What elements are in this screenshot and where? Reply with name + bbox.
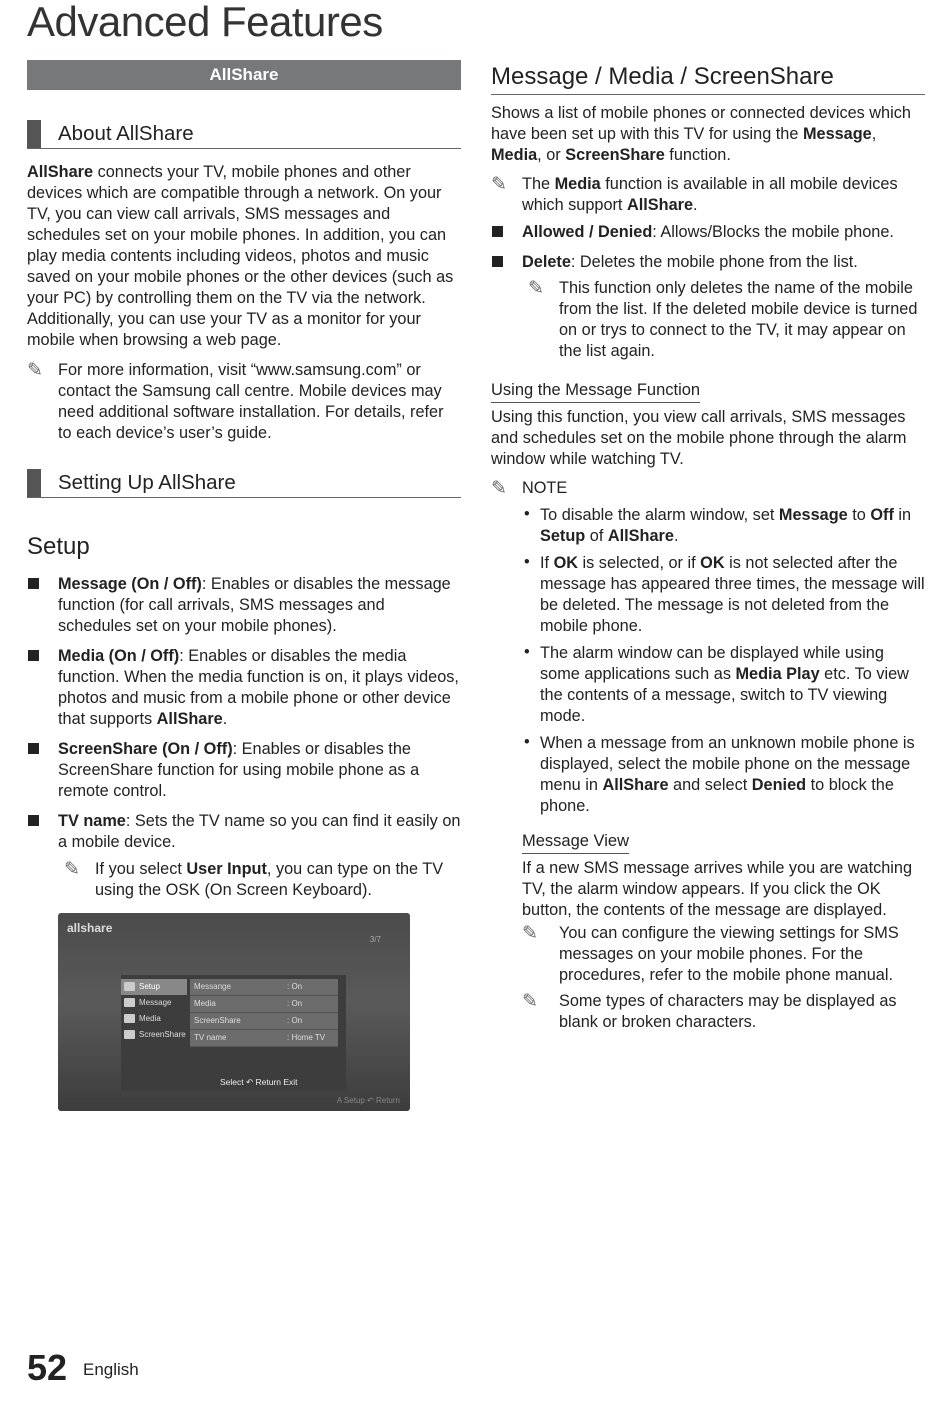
menu-label: Setup xyxy=(139,982,160,991)
option-label: Messange xyxy=(194,982,231,991)
option-label: Media xyxy=(194,999,216,1008)
view-note-1 xyxy=(522,923,925,986)
intro-text: Shows a list of mobile phones or connected devices which have been set up with this TV for using the xyxy=(491,104,911,143)
heading-marker xyxy=(27,120,41,148)
allshare-tv-screenshot xyxy=(58,913,410,1111)
note-text: You can configure the viewing settings for SMS messages on your mobile phones. For the procedures, refer to the mobile phone manual. xyxy=(559,924,899,984)
note-label: NOTE xyxy=(522,479,568,497)
item-bold: TV name xyxy=(58,812,126,830)
list-item-allowed xyxy=(491,222,925,243)
message-view-paragraph: If a new SMS message arrives while you are watching TV, the alarm window appears. If you click the OK button, the contents of the message are displayed. xyxy=(522,859,913,919)
message-media-screenshare-heading: Message / Media / ScreenShare xyxy=(491,62,925,95)
menu-item-screenshare[interactable] xyxy=(121,1027,187,1043)
option-row[interactable] xyxy=(190,1030,338,1047)
note-pencil-icon: ✎ xyxy=(491,174,507,195)
intro-paragraph xyxy=(491,103,925,166)
item-bold: Delete xyxy=(522,253,571,271)
intro-bold: Message xyxy=(802,125,872,143)
note-pencil-icon: ✎ xyxy=(491,478,507,499)
about-bold: AllShare xyxy=(27,163,94,181)
option-row[interactable] xyxy=(190,979,338,996)
note-text: This function only deletes the name of the mobile from the list. If the deleted mobile device is turned on or trys to connect to the TV, it may appear on the list again. xyxy=(559,279,918,360)
item-bold: Message (On / Off) xyxy=(58,575,202,593)
tv-footer: A Setup ↶ Return xyxy=(336,1096,400,1105)
about-paragraph xyxy=(27,162,461,351)
setting-up-heading xyxy=(27,469,461,498)
item-text: : Sets the TV name so you can find it easily on a mobile device. xyxy=(58,812,461,851)
allshare-bar: AllShare xyxy=(27,60,461,90)
option-label: TV name xyxy=(194,1033,227,1042)
note-bullet: • The alarm window can be displayed while using some applications such as Media Play etc. To view the contents of a message, switch to TV viewing mode. xyxy=(524,643,909,725)
menu-item-setup[interactable] xyxy=(121,979,187,995)
option-label: ScreenShare xyxy=(194,1016,241,1025)
note-pencil-icon: ✎ xyxy=(528,278,544,299)
note-text: If you select xyxy=(95,860,187,878)
item-text: : Enables or disables the ScreenShare function for using mobile phone as a remote control. xyxy=(58,740,420,800)
tv-options-list xyxy=(190,979,338,1047)
item-text: : Enables or disables the media function. When the media function is on, it plays videos, photos and music from a mobile phone or other device that supports xyxy=(58,647,459,728)
bullet-square xyxy=(28,578,39,589)
allshare-logo: allshare xyxy=(67,921,113,935)
page-indicator: 3/7 xyxy=(369,935,381,944)
about-allshare-heading xyxy=(27,120,461,149)
intro-bold: ScreenShare xyxy=(565,146,665,164)
bullet-square xyxy=(492,256,503,267)
option-value: : On xyxy=(287,999,303,1008)
note-bold: User Input xyxy=(186,860,267,878)
note-bullet: • When a message from an unknown mobile phone is displayed, select the mobile phone on the message menu in AllShare and select Denied to block the phone. xyxy=(524,733,915,815)
item-text: : Deletes the mobile phone from the list. xyxy=(570,253,858,271)
tv-side-menu xyxy=(121,979,187,1043)
item-text: : Enables or disables the message function (for call arrivals, SMS messages and schedules set on your mobile phones). xyxy=(58,575,451,635)
page-number: 52 xyxy=(27,1347,68,1388)
list-item-tvname xyxy=(27,811,461,853)
intro-text: , or xyxy=(537,146,566,164)
list-item-delete xyxy=(491,252,925,273)
screen-icon xyxy=(124,1030,135,1039)
language-label: English xyxy=(83,1360,139,1379)
list-item-screenshare xyxy=(27,739,461,802)
button-hint: Select ↶ Return Exit xyxy=(220,1077,298,1087)
bullet-square xyxy=(28,650,39,661)
note-pencil-icon: ✎ xyxy=(522,991,538,1012)
note-bullet: • To disable the alarm window, set Message to Off in Setup of AllShare. xyxy=(524,505,912,545)
item-bold: Media (On / Off) xyxy=(58,647,180,665)
option-value: : On xyxy=(287,982,303,991)
menu-label: Message xyxy=(139,998,172,1007)
option-row[interactable] xyxy=(190,1013,338,1030)
note-pencil-icon: ✎ xyxy=(522,923,538,944)
option-value: : On xyxy=(287,1016,303,1025)
message-view-heading: Message View xyxy=(522,831,629,854)
using-paragraph: Using this function, you view call arrivals, SMS messages and schedules set on the mobile phone through the alarm window while watching TV. xyxy=(491,408,907,468)
setup-title: Setup xyxy=(27,533,90,560)
item-bold: AllShare xyxy=(156,710,223,728)
heading-marker xyxy=(27,469,41,497)
note-label-row xyxy=(491,478,925,499)
menu-label: ScreenShare xyxy=(139,1030,186,1039)
about-heading-text: About AllShare xyxy=(58,122,194,145)
list-item-media xyxy=(27,646,461,730)
item-text: : Allows/Blocks the mobile phone. xyxy=(652,223,894,241)
media-note xyxy=(491,174,925,216)
menu-item-media[interactable] xyxy=(121,1011,187,1027)
using-message-heading: Using the Message Function xyxy=(491,380,700,403)
intro-text: , xyxy=(871,125,877,143)
left-column xyxy=(27,60,461,901)
item-bold: Allowed / Denied xyxy=(522,223,653,241)
about-note-text: For more information, visit “www.samsung.com” or contact the Samsung call centre. Mobile devices may need additional software installation. For details, refer to each device’s user’s guide. xyxy=(58,361,444,442)
note-text: Some types of characters may be displayed as blank or broken characters. xyxy=(559,992,897,1031)
note-pencil-icon: ✎ xyxy=(27,360,43,381)
menu-item-message[interactable] xyxy=(121,995,187,1011)
envelope-icon xyxy=(124,998,135,1007)
tvname-note xyxy=(64,859,461,901)
bullet-square xyxy=(28,743,39,754)
note-text: , you can type on the TV using the OSK (On Screen Keyboard). xyxy=(95,860,444,899)
music-note-icon xyxy=(124,1014,135,1023)
note-bullet: • If OK is selected, or if OK is not selected after the message has appeared three times, the message will be deleted. The message is not deleted from the mobile phone. xyxy=(524,553,925,635)
list-item-message xyxy=(27,574,461,637)
note-text: The xyxy=(522,175,555,193)
note-bold: Media xyxy=(554,175,601,193)
note-text: . xyxy=(693,196,698,214)
right-column xyxy=(491,62,925,1033)
intro-text: function. xyxy=(664,146,731,164)
note-text: function is available in all mobile devices which support xyxy=(522,175,898,214)
page-title: Advanced Features xyxy=(27,0,383,45)
item-bold: ScreenShare (On / Off) xyxy=(58,740,233,758)
bullet-square xyxy=(492,226,503,237)
intro-bold: Media xyxy=(491,146,538,164)
view-note-2 xyxy=(522,991,925,1033)
setting-up-heading-text: Setting Up AllShare xyxy=(58,471,236,494)
bullet-square xyxy=(28,815,39,826)
option-row[interactable] xyxy=(190,996,338,1013)
menu-label: Media xyxy=(139,1014,161,1023)
note-bold: AllShare xyxy=(626,196,694,214)
item-text: . xyxy=(222,710,228,728)
about-note xyxy=(27,360,461,444)
note-pencil-icon: ✎ xyxy=(64,859,80,880)
option-value: : Home TV xyxy=(287,1033,326,1042)
gear-icon xyxy=(124,982,135,991)
delete-note xyxy=(528,278,925,362)
about-text: connects your TV, mobile phones and other devices which are compatible through a network. On your TV, you can view call arrivals, SMS messages and schedules set on your mobile phones. In addition, you can play media contents including videos, photos and music saved on your mobile phones or the other devices (such as your PC) by controlling them on the TV via the network. Additionally, you can use your TV as a monitor for your mobile when browsing a web page. xyxy=(27,163,454,349)
